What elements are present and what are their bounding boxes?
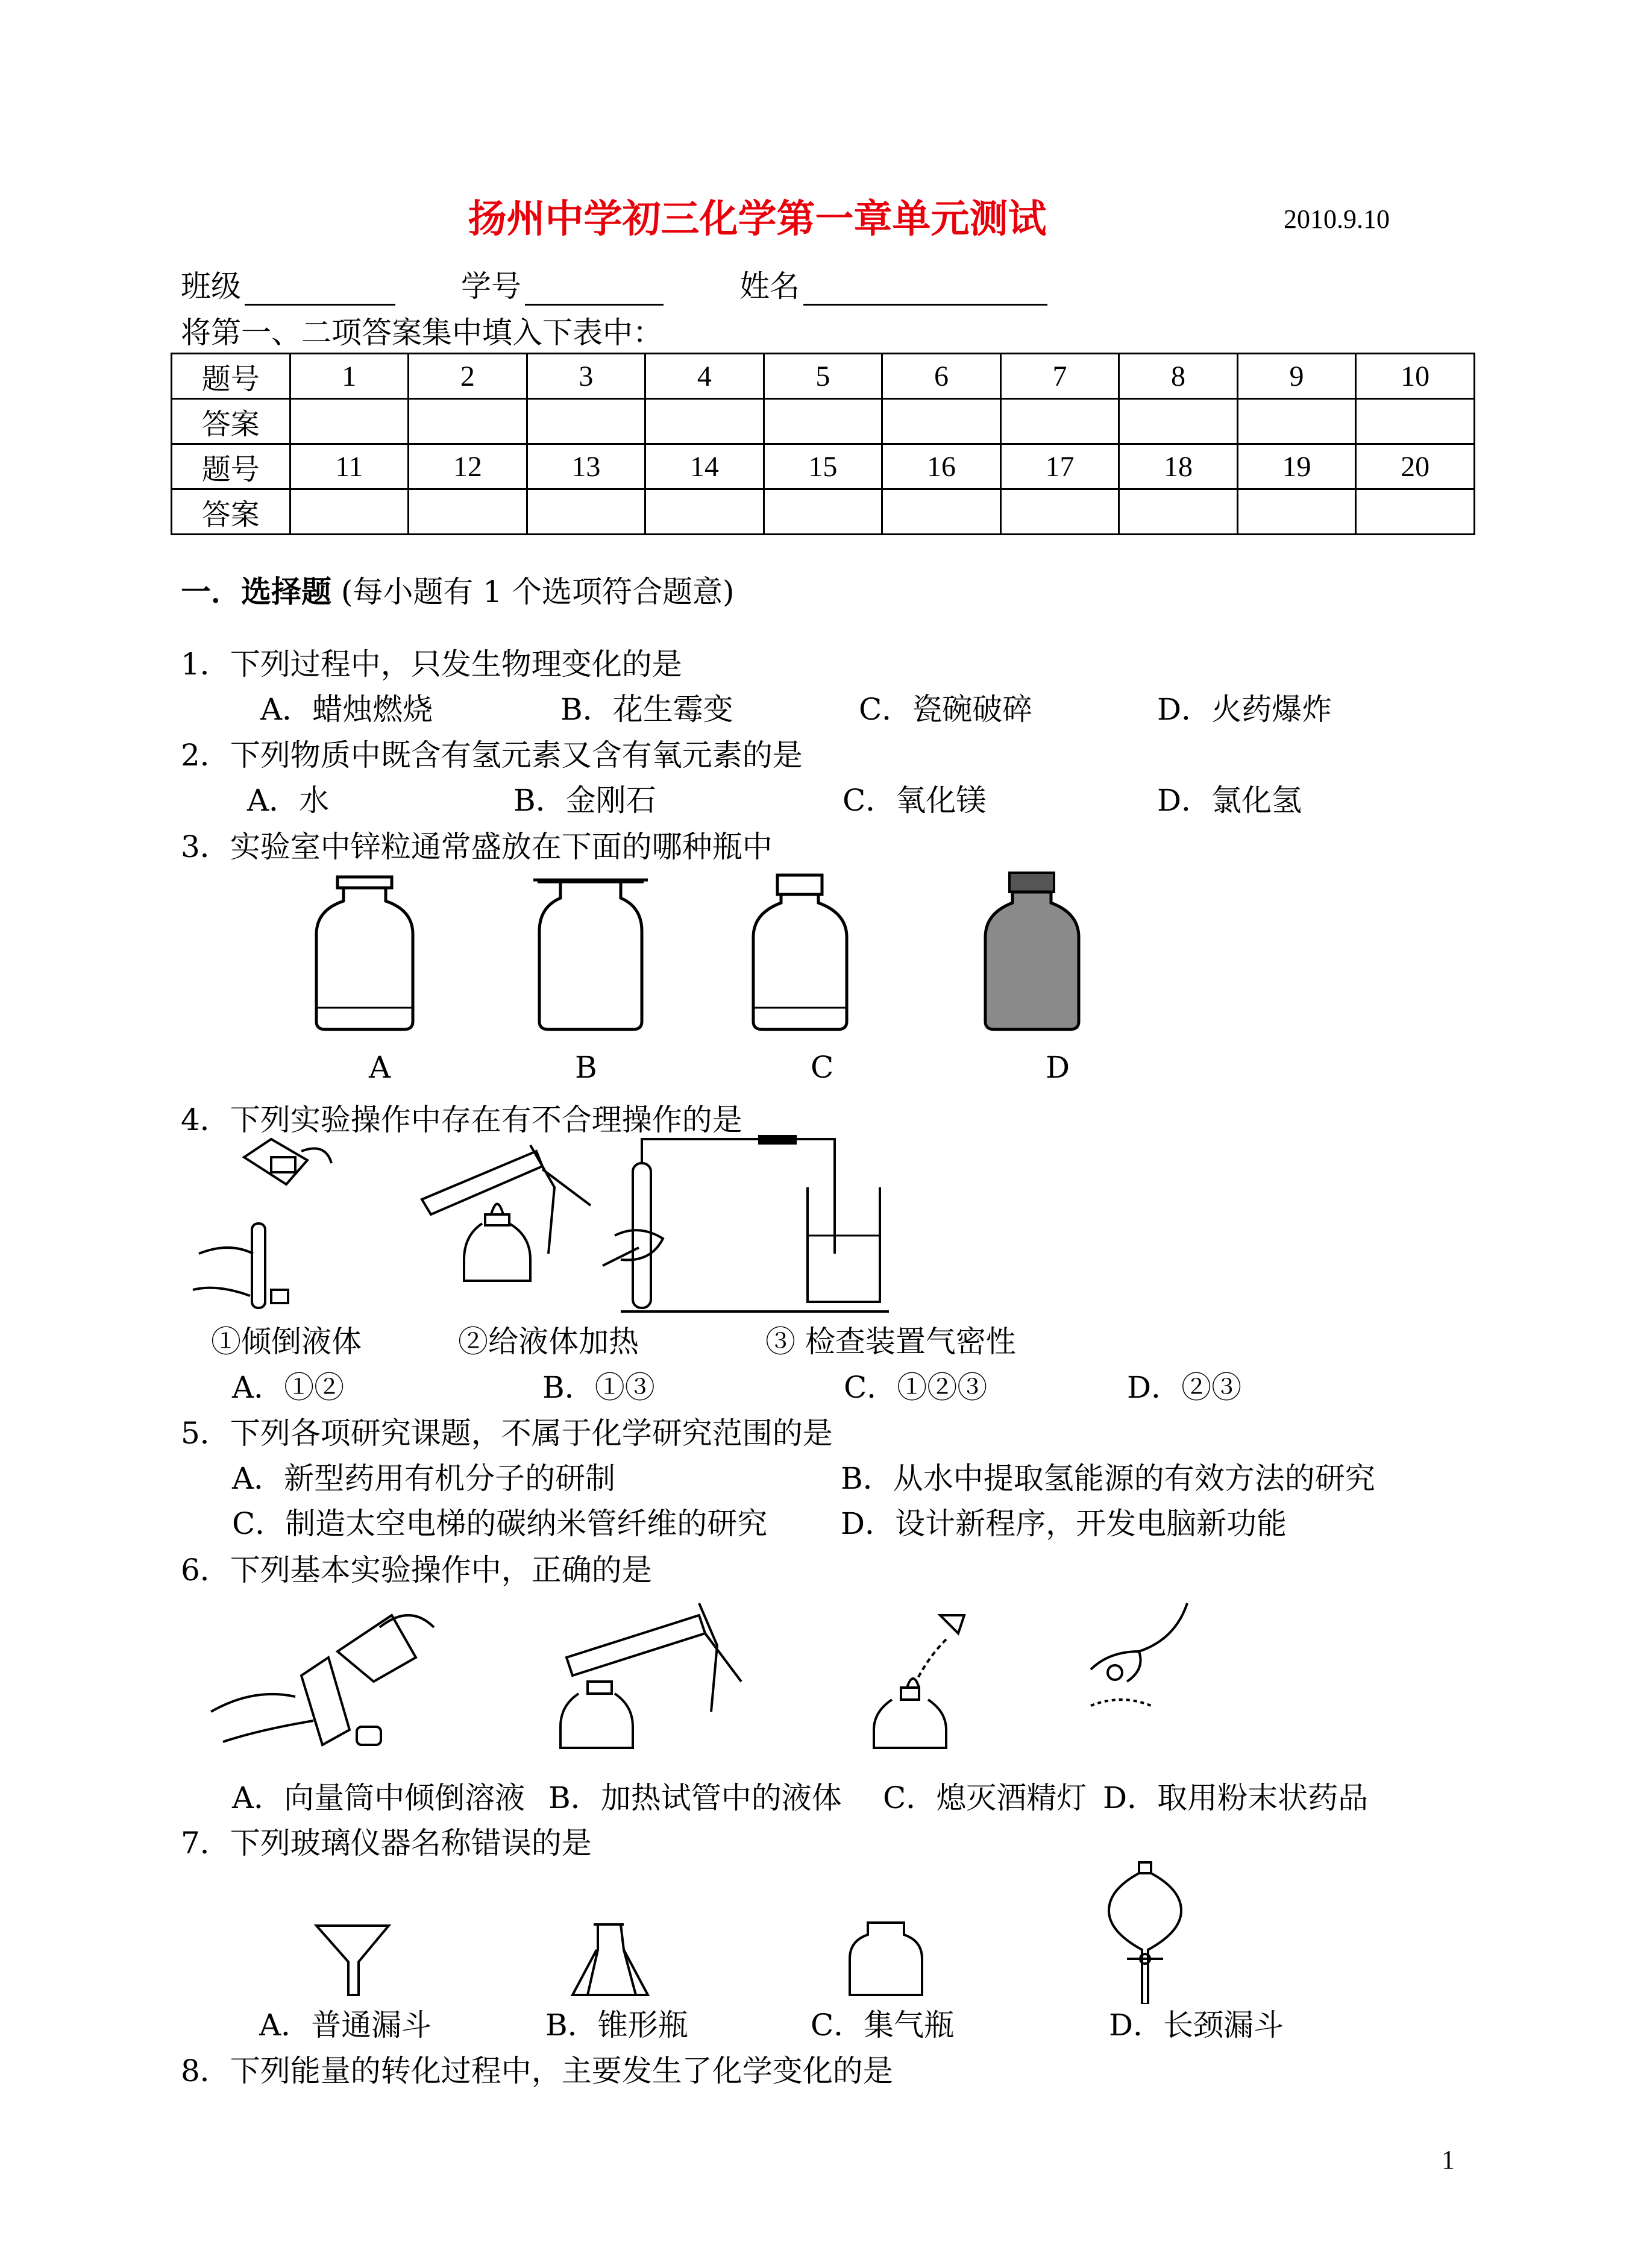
option: C: [811, 1050, 834, 1085]
answer-cell[interactable]: [1000, 399, 1119, 444]
answer-table: [171, 353, 1475, 535]
instruction: 将第一、二项答案集中填入下表中：: [181, 315, 663, 350]
question-number: 8: [1119, 354, 1238, 399]
option: B．金刚石: [513, 783, 656, 818]
extinguish-lamp-icon: [874, 1615, 964, 1748]
option: C．制造太空电梯的碳纳米管纤维的研究: [232, 1506, 768, 1541]
option: D．取用粉末状药品: [1103, 1780, 1369, 1815]
option: B．加热试管中的液体: [548, 1780, 842, 1815]
bottle-b-icon: [533, 880, 648, 1029]
row-label-answer: 答案: [172, 489, 290, 535]
question-number: 6: [882, 354, 1001, 399]
option: A．①②: [232, 1370, 345, 1405]
answer-cell[interactable]: [764, 489, 882, 535]
q7-figures: [301, 1859, 1266, 2004]
question-number: 7: [1000, 354, 1119, 399]
table-row: [172, 354, 1475, 399]
question-number: 19: [1237, 444, 1356, 489]
question-number: 13: [527, 444, 645, 489]
answer-cell[interactable]: [882, 399, 1001, 444]
airtightness-check-icon: [603, 1136, 889, 1311]
gas-jar-icon: [850, 1923, 922, 1995]
answer-cell[interactable]: [1000, 489, 1119, 535]
powder-sampling-icon: [1091, 1603, 1187, 1706]
question-stem: 1．下列过程中，只发生物理变化的是: [181, 647, 682, 682]
page-title: 扬州中学初三化学第一章单元测试: [468, 196, 1047, 242]
question-number: 5: [764, 354, 882, 399]
option: D: [1046, 1050, 1070, 1085]
figure-caption: ②给液体加热: [458, 1324, 639, 1359]
bottle-d-icon: [985, 873, 1079, 1029]
question-number: 14: [645, 444, 764, 489]
name-field: 姓名: [739, 262, 1047, 306]
option: B．锥形瓶: [545, 2008, 688, 2043]
option: D．②③: [1127, 1370, 1242, 1405]
option: B．从水中提取氢能源的有效方法的研究: [841, 1461, 1375, 1496]
funnel-icon: [316, 1926, 389, 1995]
answer-cell[interactable]: [409, 489, 527, 535]
class-field: 班级: [181, 262, 395, 306]
question-number: 2: [409, 354, 527, 399]
answer-cell[interactable]: [290, 489, 409, 535]
bottle-c-icon: [753, 875, 847, 1029]
answer-cell[interactable]: [527, 489, 645, 535]
question-stem: 2．下列物质中既含有氢元素又含有氧元素的是: [181, 738, 803, 773]
option: C．氧化镁: [843, 783, 987, 818]
option: B．花生霉变: [560, 692, 733, 727]
heating-tube-icon: [560, 1603, 741, 1748]
answer-cell[interactable]: [1356, 489, 1475, 535]
question-number: 17: [1000, 444, 1119, 489]
option: B．①③: [542, 1370, 655, 1405]
conical-flask-icon: [573, 1924, 648, 1995]
figure-caption: ①倾倒液体: [211, 1324, 362, 1359]
question-number: 12: [409, 444, 527, 489]
question-number: 9: [1237, 354, 1356, 399]
pouring-liquid-icon: [193, 1139, 331, 1308]
answer-cell[interactable]: [290, 399, 409, 444]
option: D．长颈漏斗: [1109, 2008, 1284, 2043]
option: D．设计新程序，开发电脑新功能: [841, 1506, 1287, 1541]
answer-cell[interactable]: [645, 399, 764, 444]
option: C．①②③: [844, 1370, 988, 1405]
question-stem: 8．下列能量的转化过程中，主要发生了化学变化的是: [181, 2053, 893, 2088]
q6-figures: [199, 1591, 1284, 1772]
section-heading: 一．选择题 (每小题有 1 个选项符合题意): [181, 574, 735, 609]
option: D．氯化氢: [1157, 783, 1302, 818]
answer-cell[interactable]: [409, 399, 527, 444]
question-stem: 7．下列玻璃仪器名称错误的是: [181, 1826, 592, 1861]
answer-cell[interactable]: [645, 489, 764, 535]
q4-figures: [181, 1133, 1055, 1314]
question-stem: 4．下列实验操作中存在有不合理操作的是: [181, 1102, 742, 1137]
option: B: [575, 1050, 597, 1085]
question-number: 3: [527, 354, 645, 399]
option: C．瓷碗破碎: [859, 692, 1033, 727]
option: A．向量筒中倾倒溶液: [232, 1780, 526, 1815]
question-number: 4: [645, 354, 764, 399]
question-number: 15: [764, 444, 882, 489]
figure-caption: ③ 检查装置气密性: [765, 1324, 1016, 1359]
question-number: 18: [1119, 444, 1238, 489]
option: C．集气瓶: [811, 2008, 955, 2043]
option: A．蜡烛燃烧: [260, 692, 433, 727]
test-date: 2010.9.10: [1284, 204, 1390, 234]
question-number: 16: [882, 444, 1001, 489]
table-row: [172, 399, 1475, 444]
bottle-a-icon: [316, 877, 413, 1029]
option: A．水: [247, 783, 330, 818]
question-number: 1: [290, 354, 409, 399]
answer-cell[interactable]: [1119, 489, 1238, 535]
answer-cell[interactable]: [527, 399, 645, 444]
question-number: 20: [1356, 444, 1475, 489]
page-number: 1: [1442, 2145, 1455, 2175]
answer-cell[interactable]: [1237, 489, 1356, 535]
option: A．新型药用有机分子的研制: [232, 1461, 616, 1496]
answer-cell[interactable]: [764, 399, 882, 444]
question-stem: 5．下列各项研究课题，不属于化学研究范围的是: [181, 1416, 833, 1451]
option: A．普通漏斗: [259, 2008, 432, 2043]
bottles-figure: [301, 868, 1145, 1037]
table-row: [172, 444, 1475, 489]
answer-cell[interactable]: [1237, 399, 1356, 444]
question-number: 10: [1356, 354, 1475, 399]
option: C．熄灭酒精灯: [883, 1780, 1087, 1815]
question-number: 11: [290, 444, 409, 489]
option: A: [369, 1050, 391, 1085]
row-label-number: 题号: [172, 444, 290, 489]
question-stem: 6．下列基本实验操作中，正确的是: [181, 1553, 652, 1588]
row-label-number: 题号: [172, 354, 290, 399]
answer-cell[interactable]: [1356, 399, 1475, 444]
table-row: [172, 489, 1475, 535]
student-number-field: 学号: [461, 262, 664, 306]
answer-cell[interactable]: [882, 489, 1001, 535]
option: D．火药爆炸: [1157, 692, 1332, 727]
heating-liquid-icon: [422, 1145, 591, 1281]
question-stem: 3．实验室中锌粒通常盛放在下面的哪种瓶中: [181, 829, 773, 864]
row-label-answer: 答案: [172, 399, 290, 444]
answer-cell[interactable]: [1119, 399, 1238, 444]
cylinder-pouring-icon: [211, 1615, 434, 1745]
separatory-funnel-icon: [1109, 1862, 1181, 2004]
